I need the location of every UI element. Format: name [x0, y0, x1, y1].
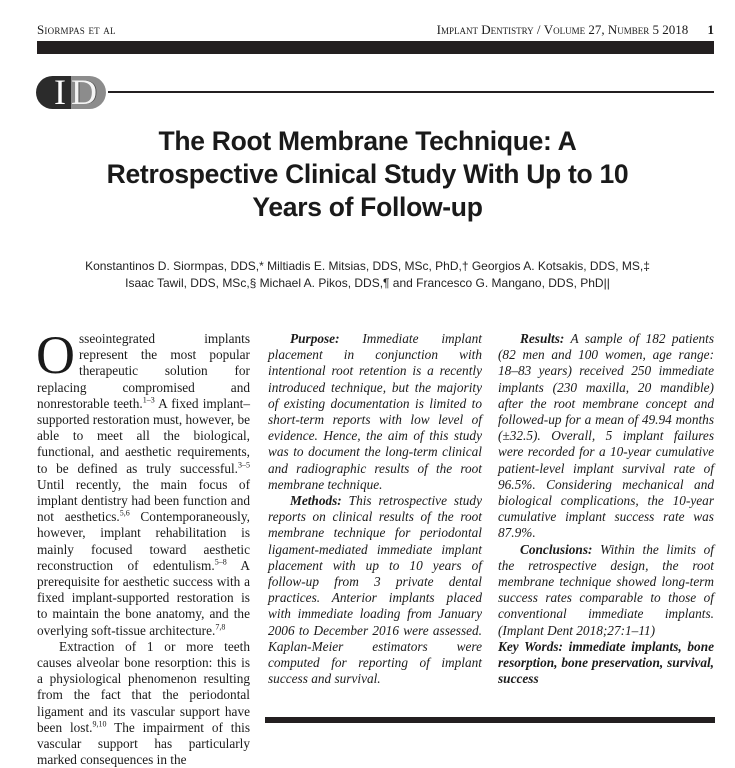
text-run: Contemporaneously, however, implant rehabilitation is mainly focused toward aesthetic reconstruction of edentulism.: [37, 509, 250, 573]
author-line: Isaac Tawil, DDS, MSc,§ Michael A. Pikos, DDS,¶ and Francesco G. Mangano, DDS, PhD||: [125, 276, 610, 290]
title-line: The Root Membrane Technique: A: [158, 126, 577, 156]
volume-issue: Volume 27, Number 5: [543, 22, 659, 37]
keywords-list: immediate implants, bone resorption, bone preservation, survival, success: [498, 638, 714, 687]
header-rule-bar: [37, 41, 714, 54]
citation-ref: 5–8: [214, 557, 227, 567]
text-run: sseointegrated implants represent the most popular therapeutic solution for replacing compromised and nonrestorable teeth.: [37, 331, 250, 411]
year: 2018: [662, 22, 689, 37]
abstract-heading: Methods:: [290, 493, 342, 509]
abstract-text: This retrospective study reports on clinical results of the root membrane technique for periodontal ligament-mediated immediate implant placement with up to 10 years of follow-up from 3 private dental practices. Anterior implants placed with immediate loading from January 2006 to December 2016 were assessed. Kaplan-Meier estimators were computed for reporting of implant success and survival.: [268, 493, 482, 687]
page-number: 1: [707, 22, 714, 37]
citation-ref: 3–5: [238, 460, 250, 470]
introduction-column: [36, 325, 250, 768]
article-citation: (Implant Dent 2018;27:1–11): [498, 622, 656, 638]
abstract-conclusions: [498, 542, 714, 639]
abstract-heading: Purpose:: [290, 331, 340, 346]
abstract-column-2: [498, 331, 714, 687]
intro-paragraph-2: [37, 639, 250, 768]
header-separator: /: [536, 22, 541, 37]
abstract-results: [498, 331, 714, 542]
abstract-text: Within the limits of the retrospective design, the root membrane technique showed long-term success rates comparable to those of conventional immediate implants.: [498, 541, 714, 622]
abstract-text: A sample of 182 patients (82 men and 100 women, age range: 18–83 years) received 250 immediate implants (230 maxilla, 20 mandible) after the root membrane concept and followed-up for a mean of 49.94 months (±32.5). Overall, 5 implant failures were recorded for a 10-year cumulative patient-level implant survival rate of 96.5%. Considering mechanical and biological complications, the 10-year cumulative implant success rate was 87.9%.: [498, 331, 714, 541]
logo-letter-d: D: [71, 76, 97, 109]
text-run: The impairment of this vascular support has particularly marked consequences in the: [37, 719, 250, 768]
citation-ref: 1–3: [142, 395, 155, 405]
keywords-heading: Key Words:: [498, 638, 563, 654]
text-run: A fixed implant–supported restoration must, however, be able to meet all the biological, functional, and aesthetic requirements, to be defined as truly successful.: [37, 395, 250, 476]
abstract-keywords: [498, 639, 714, 688]
intro-paragraph-1: [36, 325, 250, 639]
citation-ref: 5,6: [119, 508, 130, 518]
abstract-methods: [268, 493, 482, 687]
title-line: Retrospective Clinical Study With Up to 10: [106, 159, 629, 189]
text-run: A prerequisite for aesthetic success with a fixed implant-supported restoration is to maintain the bone anatomy, and the overlying soft-tissue architecture.: [37, 557, 250, 638]
journal-logo: [36, 76, 106, 109]
abstract-text: Immediate implant placement in conjunction with intentional root retention is a recently introduced technique, but the majority of existing documentation is limited to short-term reports with low level of evidence. Hence, the aim of this study was to document the long-term clinical and radiographic results of the root membrane technique.: [268, 331, 482, 492]
abstract-purpose: [268, 331, 482, 493]
abstract-column-1: [268, 331, 482, 687]
running-header-journal-info: [437, 22, 714, 38]
drop-cap: O: [36, 325, 75, 385]
journal-name: Implant Dentistry: [436, 22, 534, 37]
title-line: Years of Follow-up: [252, 192, 483, 222]
running-header: [37, 22, 714, 38]
author-line: Konstantinos D. Siormpas, DDS,* Miltiadis E. Mitsias, DDS, MSc, PhD,† Georgios A. Kotsakis, DDS, MS,‡: [85, 259, 650, 273]
logo-letter-i: I: [54, 76, 66, 109]
citation-ref: 7,8: [215, 622, 226, 632]
logo-rule-line: [108, 91, 714, 93]
author-list: [40, 258, 695, 292]
abstract-bottom-rule: [265, 717, 715, 723]
abstract-heading: Results:: [520, 331, 565, 346]
citation-ref: 9,10: [92, 719, 107, 729]
running-header-authors: Siormpas et al: [37, 22, 116, 37]
text-run: Extraction of 1 or more teeth causes alveolar bone resorption: this is a physiological phenomenon resulting from the fact that the periodontal ligament and its vascular support have been lost.: [37, 638, 250, 735]
abstract-heading: Conclusions:: [520, 541, 593, 557]
article-title: [60, 125, 675, 224]
text-run: Until recently, the main focus of implant dentistry had been function and not aesthetics.: [37, 476, 250, 525]
